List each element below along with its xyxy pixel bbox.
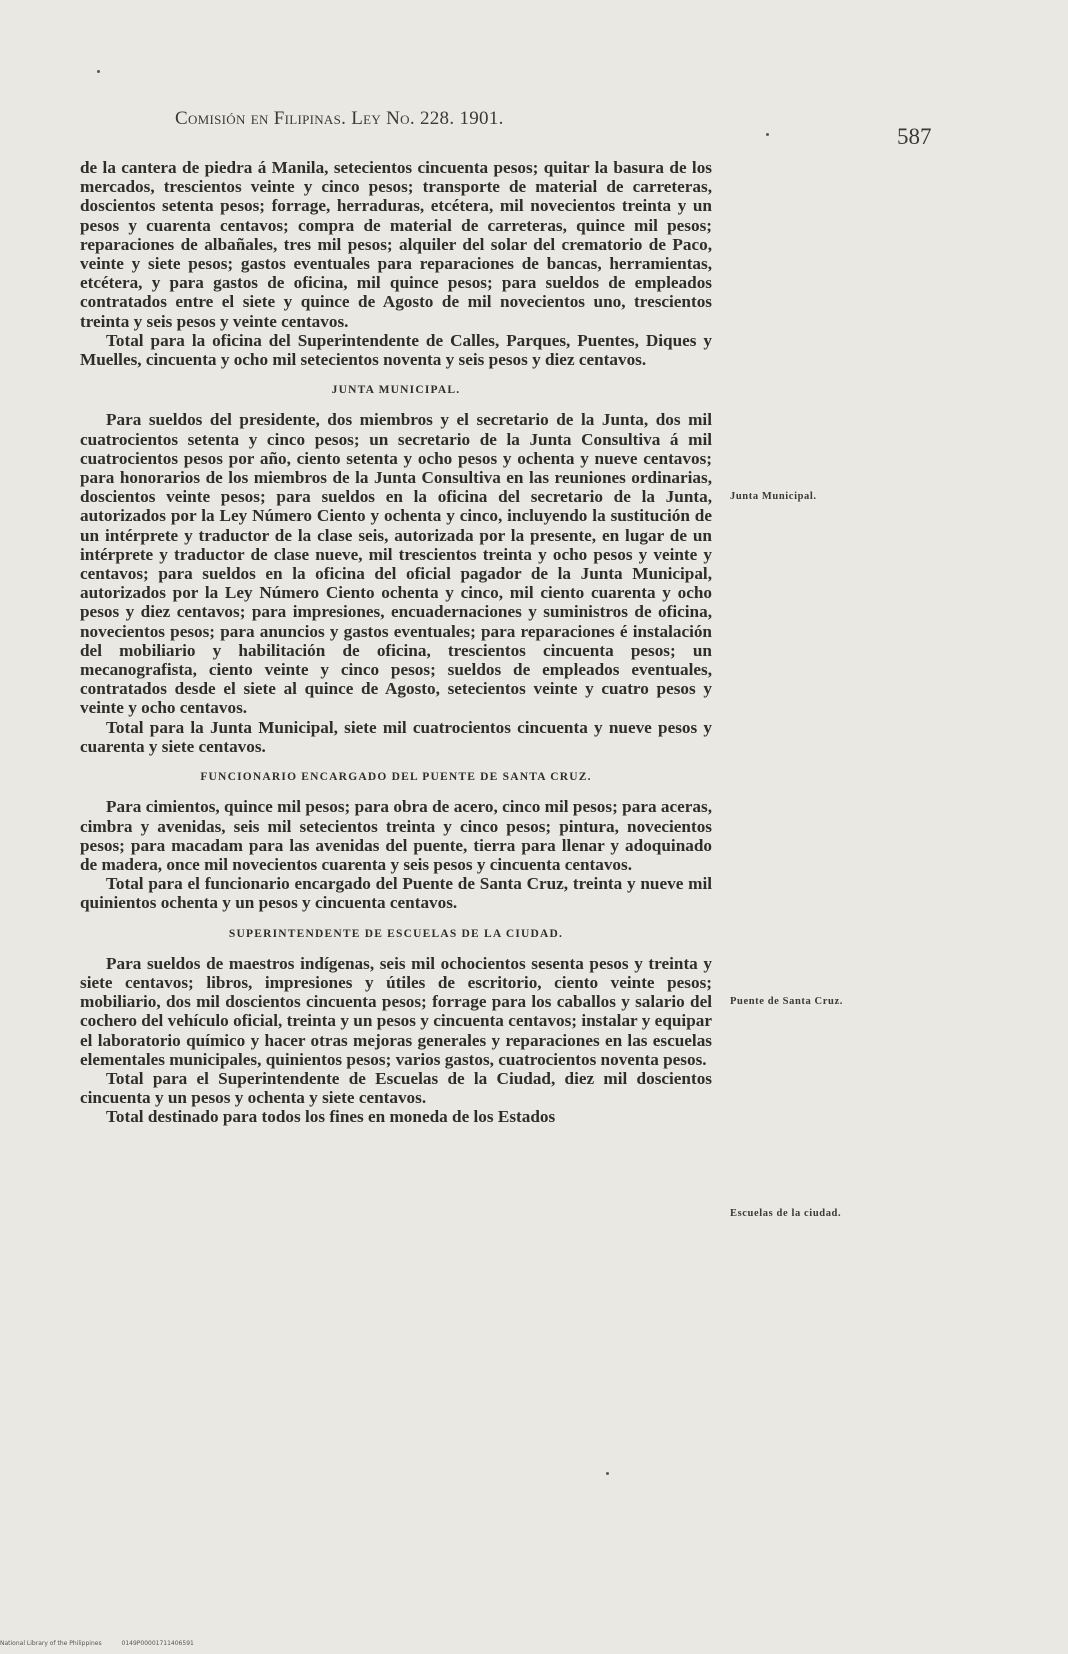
total-paragraph: Total para la Junta Municipal, siete mil cuatrocientos cincuenta y nueve pesos y cuarenta y siete centavos. bbox=[80, 717, 712, 756]
total-paragraph: Total destinado para todos los fines en moneda de los Estados bbox=[106, 1107, 556, 1127]
running-head: Comisión en Filipinas. Ley No. 228. 1901. bbox=[175, 108, 504, 129]
page-number: 587 bbox=[897, 124, 932, 149]
section-heading: SUPERINTENDENTE DE ESCUELAS DE LA CIUDAD. bbox=[228, 927, 564, 940]
paragraph: Para sueldos del presidente, dos miembros y el secretario de la Junta, dos mil cuatrocientos setenta y cinco pesos; un secretario de la Junta Consultiva á mil cuatrocientos pesos por año, ciento setenta y ocho pesos y ochenta y nueve centavos; para honorarios de los miembros de la Junta Consultiva en las reuniones ordinarias, doscientos veinte pesos; para sueldos en la oficina del secretario de la Junta, autorizados por la Ley Número Ciento y ochenta y cinco, incluyendo la sustitución de un intérprete y traductor de la clase seis, autorizada por la presente, en lugar de un intérprete y traductor de clase nueve, mil trescientos treinta y ocho pesos y veinte y centavos; para sueldos en la oficina del oficial pagador de la Junta Municipal, autorizados por la Ley Número Ciento ochenta y cinco, mil ciento cuarenta y ocho pesos y diez centavos; para impresiones, encuadernaciones y suministros de oficina, novecientos pesos; para anuncios y gastos eventuales; para reparaciones é instalación del mobiliario y habilitación de oficina, trescientos cincuenta pesos; un mecanografista, ciento veinte y cinco pesos; sueldos de empleados eventuales, contratados desde el siete al quince de Agosto, setecientos veinte y cuatro pesos y veinte y ocho centavos. bbox=[80, 410, 712, 718]
margin-note-escuelas: Escuelas de la ciudad. bbox=[730, 1208, 842, 1219]
ink-speck bbox=[766, 133, 769, 136]
section-heading: FUNCIONARIO ENCARGADO DEL PUENTE DE SANTA CRUZ. bbox=[200, 771, 592, 784]
scan-footer bbox=[0, 1640, 212, 1647]
total-paragraph: Total para el funcionario encargado del Puente de Santa Cruz, treinta y nueve mil quinientos ochenta y un pesos y cincuenta centavos. bbox=[80, 874, 712, 913]
total-paragraph: Total para el Superintendente de Escuelas de la Ciudad, diez mil doscientos cincuenta y un pesos y ochenta y siete centavos. bbox=[80, 1068, 712, 1108]
section-heading: JUNTA MUNICIPAL. bbox=[331, 384, 461, 397]
paragraph: de la cantera de piedra á Manila, setecientos cincuenta pesos; quitar la basura de los mercados, trescientos veinte y cinco pesos; transporte de material de carreteras, doscientos setenta pesos; forrage, herraduras, etcétera, mil novecientos treinta y un pesos y cuarenta centavos; compra de material de carreteras, quince mil pesos; reparaciones de albañales, tres mil pesos; alquiler del solar del crematorio de Paco, veinte y siete pesos; gastos eventuales para reparaciones de bancas, herramientas, etcétera, y para gastos de oficina, mil quince pesos; para sueldos de empleados contratados entre el siete y quince de Agosto de mil novecientos uno, trescientos treinta y seis pesos y veinte centavos. bbox=[80, 158, 712, 331]
paragraph: Para cimientos, quince mil pesos; para obra de acero, cinco mil pesos; para aceras, cimbra y avenidas, seis mil setecientos treinta y cinco pesos; pintura, novecientos pesos; para macadam para las avenidas del puente, tierra para llenar y adoquinado de madera, once mil novecientos cuarenta y seis pesos y cincuenta centavos. bbox=[80, 797, 712, 874]
footer-library: National Library of the Philippines bbox=[0, 1640, 102, 1647]
ink-speck bbox=[606, 1472, 609, 1475]
body-text bbox=[80, 158, 712, 1127]
margin-note-puente: Puente de Santa Cruz. bbox=[730, 996, 843, 1007]
paragraph: Para sueldos de maestros indígenas, seis mil ochocientos sesenta pesos y treinta y siete centavos; libros, impresiones y útiles de escritorio, ciento veinte pesos; mobiliario, dos mil doscientos cincuenta pesos; forrage para los caballos y salario del cochero del vehículo oficial, treinta y un pesos y cincuenta centavos; instalar y equipar el laboratorio químico y hacer otras mejoras generales y reparaciones en las escuelas elementales municipales, quinientos pesos; varios gastos, cuatrocientos noventa pesos. bbox=[80, 953, 712, 1069]
footer-code: 0149P00001711406591 bbox=[121, 1640, 194, 1647]
ink-speck bbox=[97, 70, 100, 73]
total-paragraph: Total para la oficina del Superintendente de Calles, Parques, Puentes, Diques y Muelles, cincuenta y ocho mil setecientos noventa y seis pesos y diez centavos. bbox=[80, 330, 712, 370]
margin-note-junta: Junta Municipal. bbox=[730, 491, 817, 502]
